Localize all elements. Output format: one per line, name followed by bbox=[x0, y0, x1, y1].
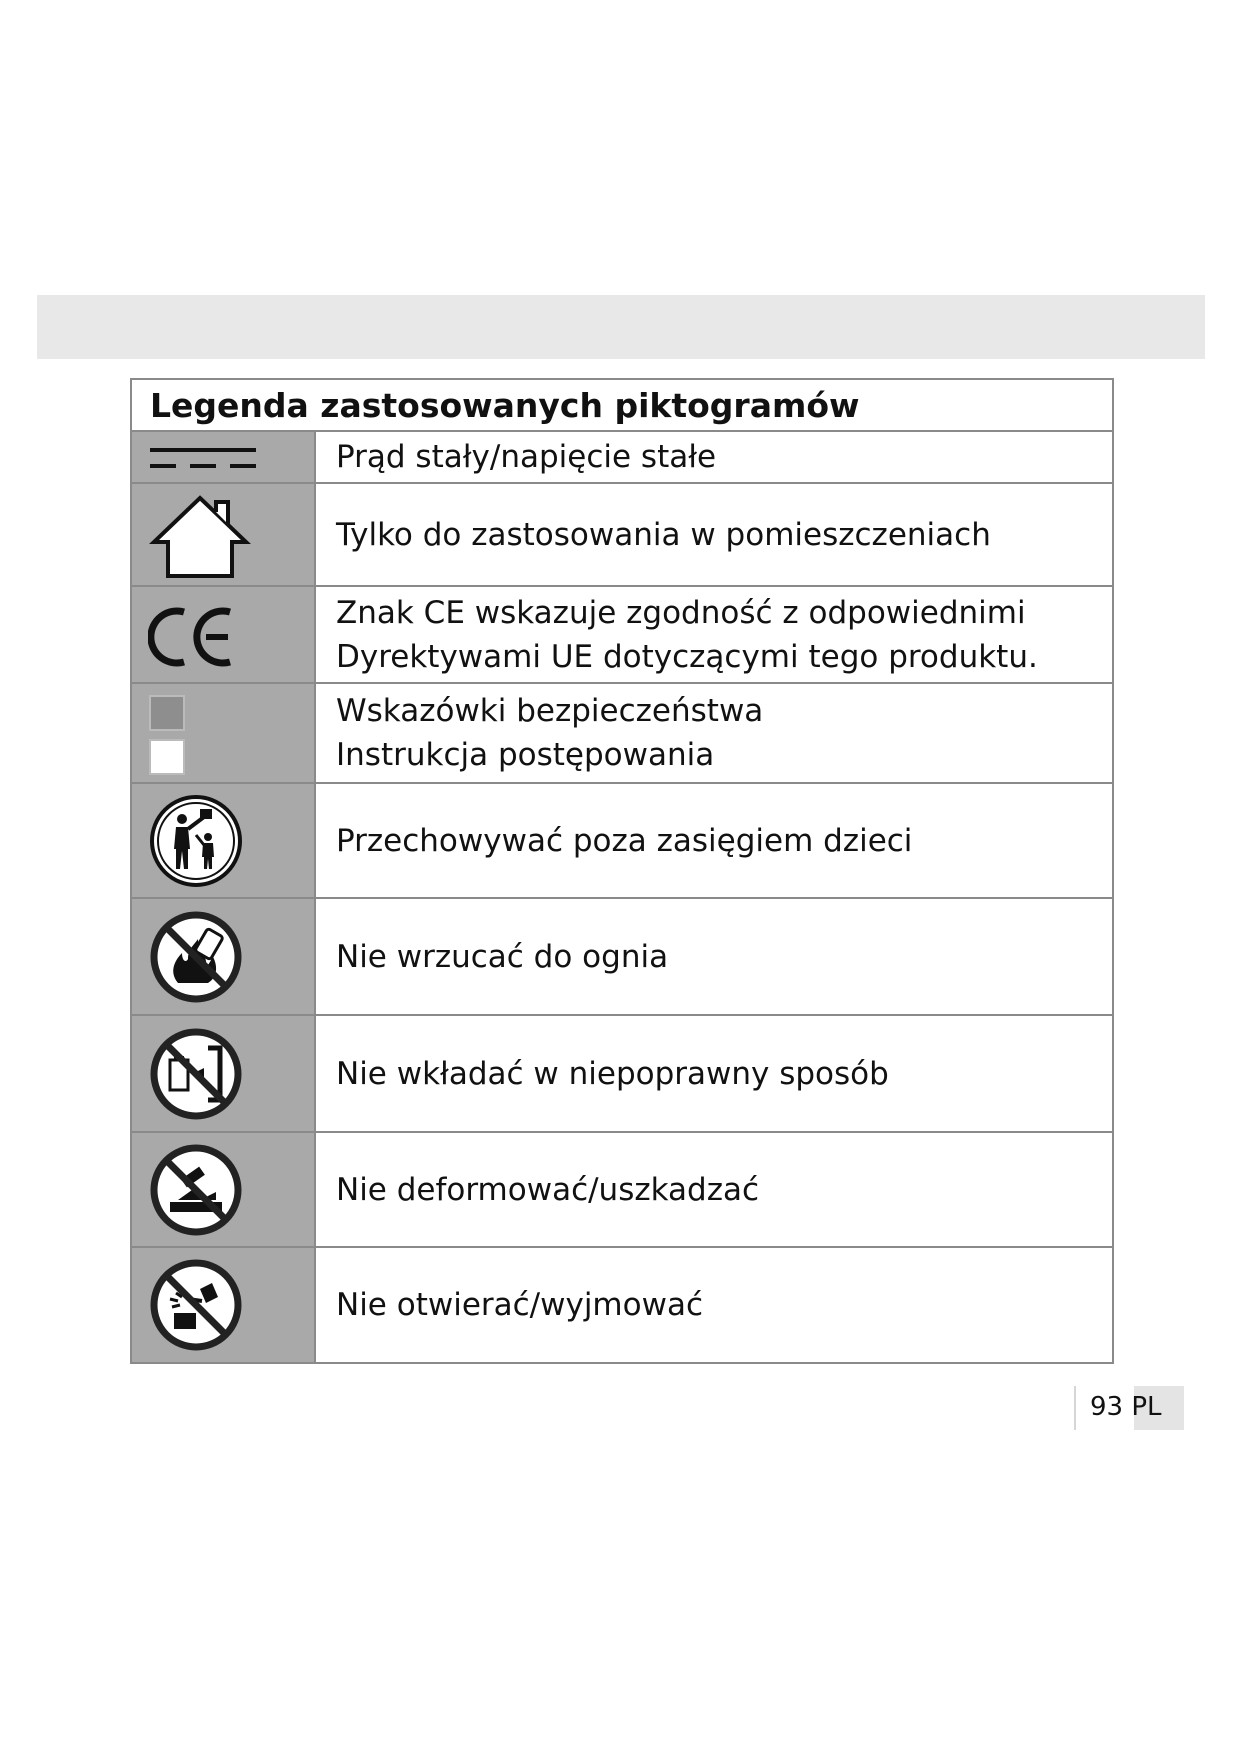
legend-row-no-fire bbox=[132, 899, 1112, 1016]
legend-row-no-deform bbox=[132, 1133, 1112, 1248]
legend-title: Legenda zastosowanych piktogramów bbox=[132, 380, 1112, 432]
safety-instruction-squares-icon bbox=[132, 684, 316, 782]
legend-text: Nie wkładać w niepoprawny sposób bbox=[336, 1055, 889, 1092]
legend-text: Prąd stały/napięcie stałe bbox=[336, 439, 717, 475]
legend-row-children bbox=[132, 784, 1112, 899]
legend-text-line-2: Dyrektywami UE dotyczącymi tego produktu. bbox=[336, 638, 1038, 675]
no-incorrect-insertion-icon bbox=[132, 1016, 316, 1131]
no-deform-icon bbox=[132, 1133, 316, 1246]
legend-row-no-open bbox=[132, 1248, 1112, 1362]
keep-away-from-children-icon bbox=[132, 784, 316, 897]
no-open-icon bbox=[132, 1248, 316, 1362]
legend-text: Nie deformować/uszkadzać bbox=[336, 1171, 760, 1208]
legend-text: Tylko do zastosowania w pomieszczeniach bbox=[336, 516, 991, 553]
legend-text-line-2: Instrukcja postępowania bbox=[336, 737, 715, 773]
header-band bbox=[37, 295, 1205, 359]
direct-current-icon bbox=[132, 432, 316, 482]
legend-row-safety bbox=[132, 684, 1112, 784]
house-indoor-icon bbox=[132, 484, 316, 585]
page-divider bbox=[1074, 1386, 1076, 1430]
legend-text: Nie otwierać/wyjmować bbox=[336, 1287, 703, 1323]
page-number: 93 PL bbox=[1090, 1392, 1162, 1422]
pictogram-legend-table bbox=[130, 378, 1114, 1364]
legend-text-line-1: Znak CE wskazuje zgodność z odpowiednimi bbox=[336, 594, 1026, 631]
page-number-footer bbox=[1074, 1386, 1184, 1430]
ce-mark-icon bbox=[132, 587, 316, 682]
legend-text-line-1: Wskazówki bezpieczeństwa bbox=[336, 693, 764, 729]
legend-text: Przechowywać poza zasięgiem dzieci bbox=[336, 822, 913, 859]
no-fire-icon bbox=[132, 899, 316, 1014]
legend-text: Nie wrzucać do ognia bbox=[336, 938, 669, 975]
legend-row-indoor bbox=[132, 484, 1112, 587]
legend-row-dc bbox=[132, 432, 1112, 484]
legend-row-ce bbox=[132, 587, 1112, 684]
legend-row-no-insertion bbox=[132, 1016, 1112, 1133]
